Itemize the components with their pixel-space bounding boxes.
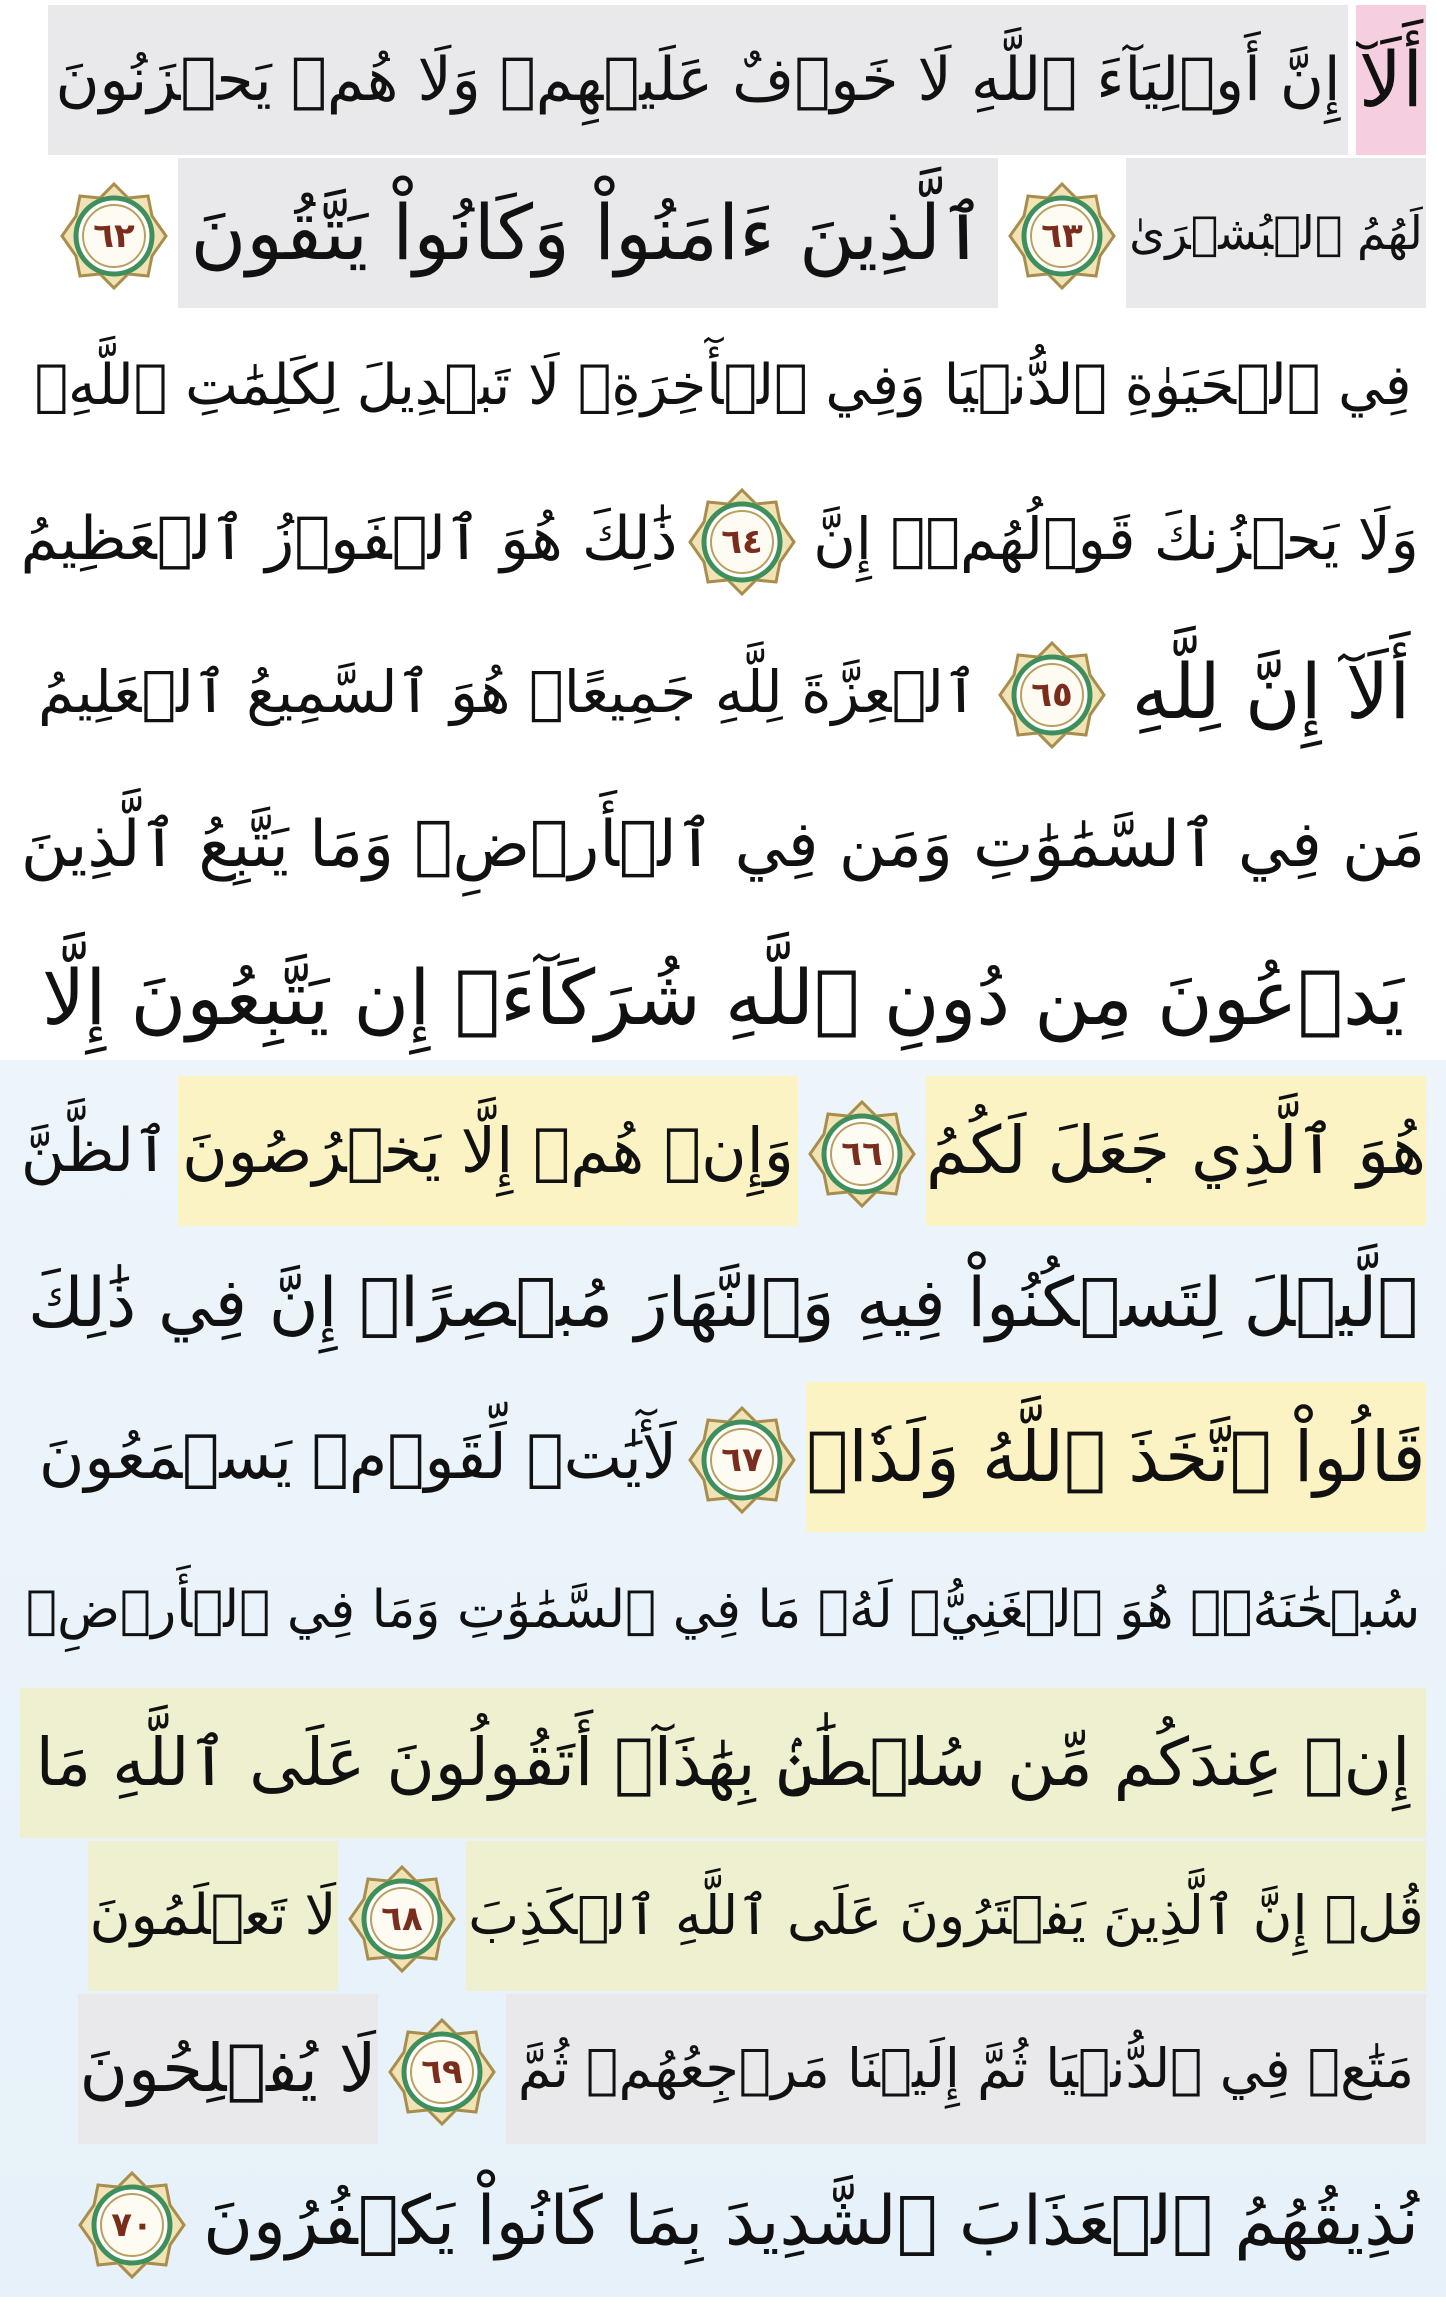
verse-text-segment: لَهُمُ ٱلۡبُشۡرَىٰ bbox=[1126, 158, 1426, 308]
ayah-number: ٦٤ bbox=[721, 522, 763, 562]
ayah-number-marker bbox=[386, 2016, 498, 2128]
verse-text-segment: ذَٰلِكَ هُوَ ٱلۡفَوۡزُ ٱلۡعَظِيمُ bbox=[20, 504, 678, 574]
ayah-number: ٦٧ bbox=[721, 1440, 763, 1480]
ayah-number: ٦٣ bbox=[1041, 216, 1083, 256]
ayah-number: ٦٩ bbox=[421, 2052, 463, 2092]
text-line bbox=[20, 1076, 1426, 1236]
verse-text-segment: ٱلَّيۡلَ لِتَسۡكُنُواْ فِيهِ وَٱلنَّهَارَ مُبۡصِرًاۚ إِنَّ فِي ذَٰلِكَ bbox=[28, 1264, 1418, 1343]
verse-text-segment: أَلَآ إِنَّ لِلَّهِ bbox=[1131, 647, 1411, 736]
ayah-number: ٦٥ bbox=[1031, 675, 1073, 715]
ayah-number: ٦٨ bbox=[381, 1899, 423, 1939]
verse-text-segment: وَلَا يَحۡزُنكَ قَوۡلُهُمۡۘ إِنَّ bbox=[813, 505, 1419, 573]
ayah-number-marker bbox=[58, 180, 170, 292]
verse-text-segment: إِنۡ عِندَكُم مِّن سُلۡطَٰنِۢ بِهَٰذَآۚ أَتَقُولُونَ عَلَى ٱللَّهِ مَا bbox=[20, 1688, 1426, 1838]
text-line bbox=[20, 1229, 1426, 1389]
verse-text-segment: وَإِنۡ هُمۡ إِلَّا يَخۡرُصُونَ bbox=[178, 1076, 798, 1226]
verse-text-segment: أَلَآ bbox=[1356, 5, 1426, 155]
text-line bbox=[20, 158, 1426, 318]
ayah-number: ٧٠ bbox=[111, 2205, 153, 2245]
verse-text-segment: ٱلَّذِينَ ءَامَنُواْ وَكَانُواْ يَتَّقُونَ bbox=[178, 158, 998, 308]
text-line bbox=[20, 617, 1426, 777]
verse-text-segment: يَدۡعُونَ مِن دُونِ ٱللَّهِ شُرَكَآءَۚ إِن يَتَّبِعُونَ إِلَّا bbox=[41, 953, 1405, 1042]
verse-text-segment: مَن فِي ٱلسَّمَٰوَٰتِ وَمَن فِي ٱلۡأَرۡضِۗ وَمَا يَتَّبِعُ ٱلَّذِينَ bbox=[20, 808, 1426, 882]
text-line bbox=[20, 770, 1426, 930]
text-line bbox=[20, 311, 1426, 471]
verse-text-segment: قُلۡ إِنَّ ٱلَّذِينَ يَفۡتَرُونَ عَلَى ٱللَّهِ ٱلۡكَذِبَ bbox=[466, 1841, 1426, 1991]
ayah-number: ٦٦ bbox=[841, 1134, 883, 1174]
ayah-number-marker bbox=[76, 2169, 188, 2281]
verse-text-segment: إِنَّ أَوۡلِيَآءَ ٱللَّهِ لَا خَوۡفٌ عَلَيۡهِمۡ وَلَا هُمۡ يَحۡزَنُونَ bbox=[48, 5, 1348, 155]
verse-text-segment: هُوَ ٱلَّذِي جَعَلَ لَكُمُ bbox=[926, 1076, 1426, 1226]
text-line bbox=[20, 5, 1426, 165]
text-line bbox=[20, 1994, 1426, 2154]
text-line bbox=[20, 464, 1426, 624]
text-line bbox=[20, 1382, 1426, 1542]
text-line bbox=[20, 1841, 1426, 2001]
text-line bbox=[20, 2147, 1426, 2307]
ayah-number-marker bbox=[686, 1404, 798, 1516]
text-line bbox=[20, 1688, 1426, 1848]
ayah-number-marker bbox=[996, 639, 1108, 751]
ayah-number-marker bbox=[1006, 180, 1118, 292]
verse-text-segment: ٱلظَّنَّ bbox=[20, 1116, 170, 1186]
verse-text-segment: لَا تَعۡلَمُونَ bbox=[88, 1841, 338, 1991]
ayah-number-marker bbox=[806, 1098, 918, 1210]
verse-text-segment: مَتَٰعٞ فِي ٱلدُّنۡيَا ثُمَّ إِلَيۡنَا مَرۡجِعُهُمۡ ثُمَّ bbox=[506, 1994, 1426, 2144]
verse-text-segment: لَا يُفۡلِحُونَ bbox=[78, 1994, 378, 2144]
verse-text-segment: ٱلۡعِزَّةَ لِلَّهِ جَمِيعًاۚ هُوَ ٱلسَّمِيعُ ٱلۡعَلِيمُ bbox=[38, 658, 978, 726]
verse-text-segment: قَالُواْ ٱتَّخَذَ ٱللَّهُ وَلَدٗاۗ bbox=[806, 1382, 1426, 1532]
text-line bbox=[20, 923, 1426, 1083]
text-line bbox=[20, 1535, 1426, 1695]
verse-text-segment: لَأٓيَٰتٖ لِّقَوۡمٖ يَسۡمَعُونَ bbox=[38, 1420, 678, 1493]
verse-text-segment: سُبۡحَٰنَهُۥۖ هُوَ ٱلۡغَنِيُّۖ لَهُۥ مَا فِي ٱلسَّمَٰوَٰتِ وَمَا فِي ٱلۡأَرۡضِۚ bbox=[25, 1580, 1421, 1640]
verse-text-segment: فِي ٱلۡحَيَوٰةِ ٱلدُّنۡيَا وَفِي ٱلۡأٓخِرَةِۚ لَا تَبۡدِيلَ لِكَلِمَٰتِ ٱللَّهِۚ bbox=[34, 353, 1412, 418]
ayah-number-marker bbox=[686, 486, 798, 598]
verse-text-segment: نُذِيقُهُمُ ٱلۡعَذَابَ ٱلشَّدِيدَ بِمَا كَانُواْ يَكۡفُرُونَ bbox=[203, 2182, 1419, 2261]
ayah-number: ٦٢ bbox=[93, 216, 135, 256]
ayah-number-marker bbox=[346, 1863, 458, 1975]
